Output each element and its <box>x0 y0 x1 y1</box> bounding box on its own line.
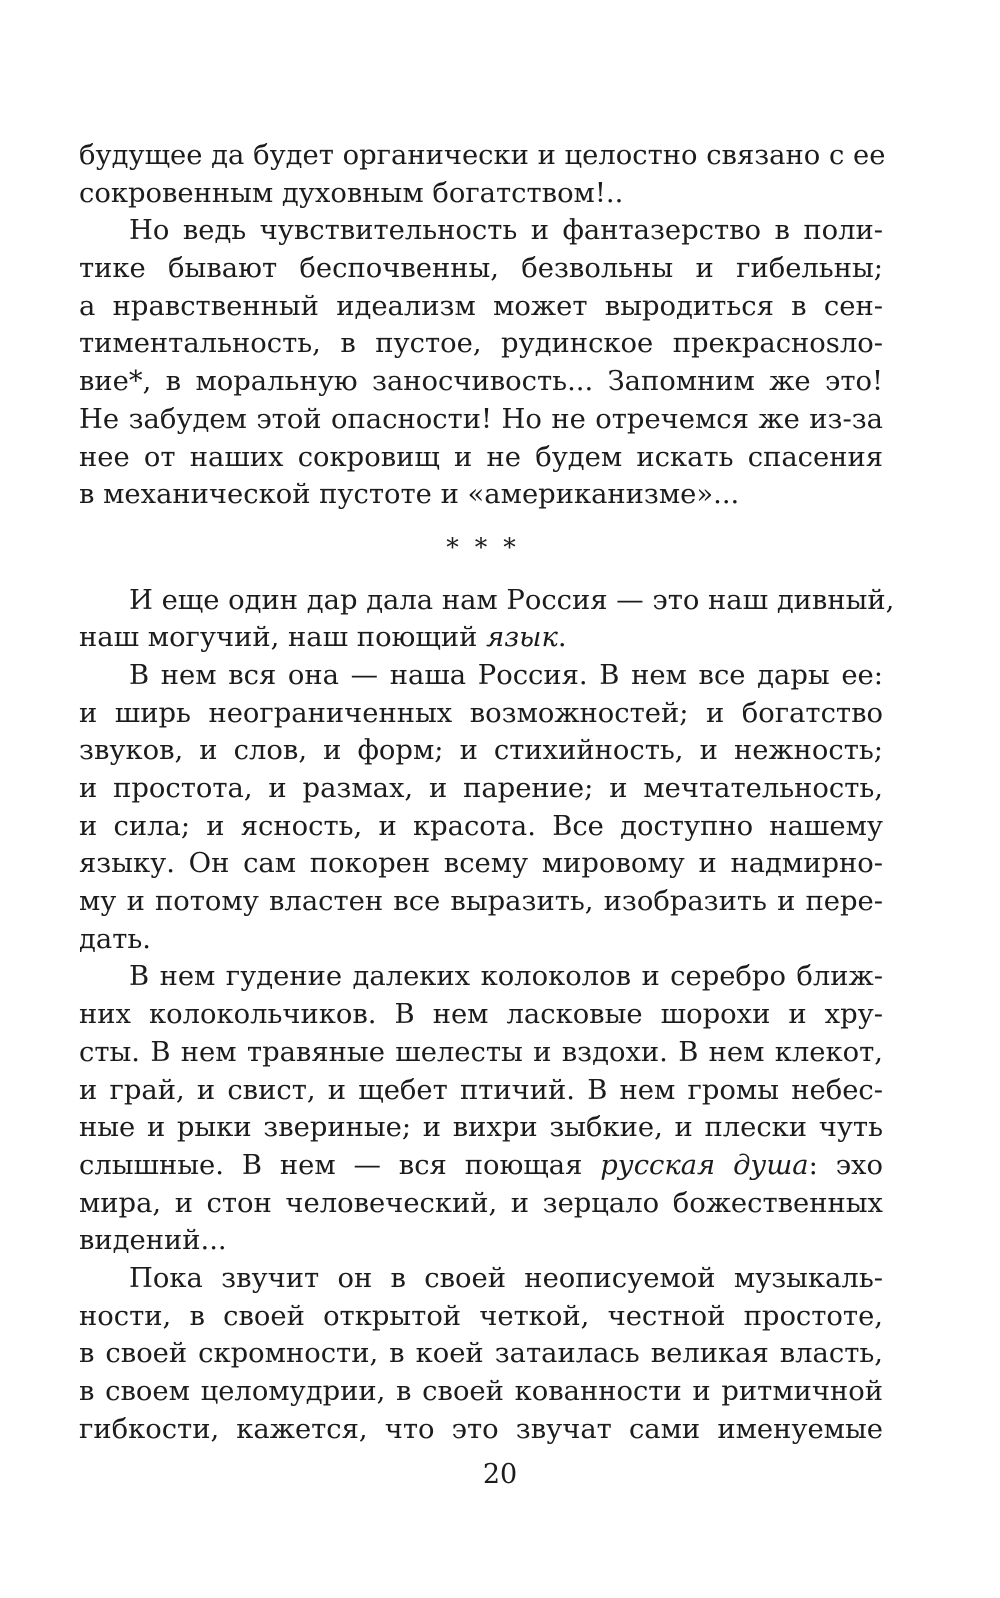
body-text <box>79 137 895 1448</box>
text-segment: : эхо <box>808 1149 883 1181</box>
text-line: В нем вся она — наша Россия. В нем все дары ее: <box>129 659 883 691</box>
text-line: в своей скромности, в коей затаилась великая власть, <box>79 1338 883 1370</box>
text-line: В нем гудение далеких колоколов и серебро ближ- <box>129 961 883 993</box>
text-segment: слышные. В нем — вся поющая <box>79 1149 601 1181</box>
text-line: языку. Он сам покорен всему мировому и надмирно- <box>79 848 883 880</box>
text-line: звуков, и слов, и форм; и стихийность, и нежность; <box>79 735 883 767</box>
text-line: них колокольчиков. В нем ласковые шорохи и хру- <box>79 999 883 1031</box>
text-line: нее от наших сокровищ и не будем искать спасения <box>79 441 883 473</box>
text-line: Не забудем этой опасности! Но не отречемся же из-за <box>79 403 883 435</box>
text-line: Пока звучит он в своей неописуемой музыкаль- <box>129 1262 883 1294</box>
page-number: 20 <box>482 1459 518 1490</box>
text-line <box>79 1147 883 1185</box>
text-line: и ширь неограниченных возможностей; и богатство <box>79 697 883 729</box>
section-separator: * * * <box>446 532 520 562</box>
text-line: тике бывают беспочвенны, безвольны и гибельны; <box>79 253 883 285</box>
text-line: тиментальность, в пустое, рудинское прекраснosло- <box>79 328 883 360</box>
text-line: мира, и стон человеческий, и зерцало божественных <box>79 1187 883 1219</box>
section-gap <box>79 514 883 529</box>
section-gap <box>79 567 883 582</box>
text-line: а нравственный идеализм может выродиться в сен- <box>79 290 883 322</box>
text-segment: . <box>557 622 567 654</box>
text-line: Но ведь чувствительность и фантазерство в поли- <box>129 215 883 247</box>
text-line: гибкости, кажется, что это звучат сами именуемые <box>79 1413 883 1445</box>
text-line: вие*, в моральную заносчивость... Запомним же это! <box>79 366 883 398</box>
text-line: сты. В нем травяные шелесты и вздохи. В нем клекот, <box>79 1036 883 1068</box>
text-line: ные и рыки звериные; и вихри зыбкие, и плески чуть <box>79 1112 883 1144</box>
text-line: и простота, и размах, и парение; и мечтательность, <box>79 773 883 804</box>
text-line: в своем целомудрии, в своей кованности и ритмичной <box>79 1376 883 1407</box>
emphasis-word: язык <box>486 622 558 654</box>
emphasis-phrase: русская душа <box>600 1149 809 1181</box>
text-segment: наш могучий, наш поющий <box>79 622 487 654</box>
text-line: ности, в своей открытой четкой, честной простоте, <box>79 1300 883 1332</box>
text-line: и грай, и свист, и щебет птичий. В нем громы небес- <box>79 1074 883 1106</box>
text-line: дать. <box>79 923 151 955</box>
text-line: будущее да будет органически и целостно связано с ее <box>79 140 886 171</box>
text-line: И еще один дар дала нам Россия — это наш дивный, <box>129 584 895 616</box>
text-line: сокровенным духовным богатством!.. <box>79 177 624 209</box>
text-line: видений... <box>79 1225 227 1257</box>
text-line: и сила; и ясность, и красота. Все доступно нашему <box>79 810 883 842</box>
text-line: в механической пустоте и «американизме»... <box>79 479 740 511</box>
text-line: му и потому властен все выразить, изобразить и пере- <box>79 886 883 918</box>
text-line <box>79 619 883 657</box>
